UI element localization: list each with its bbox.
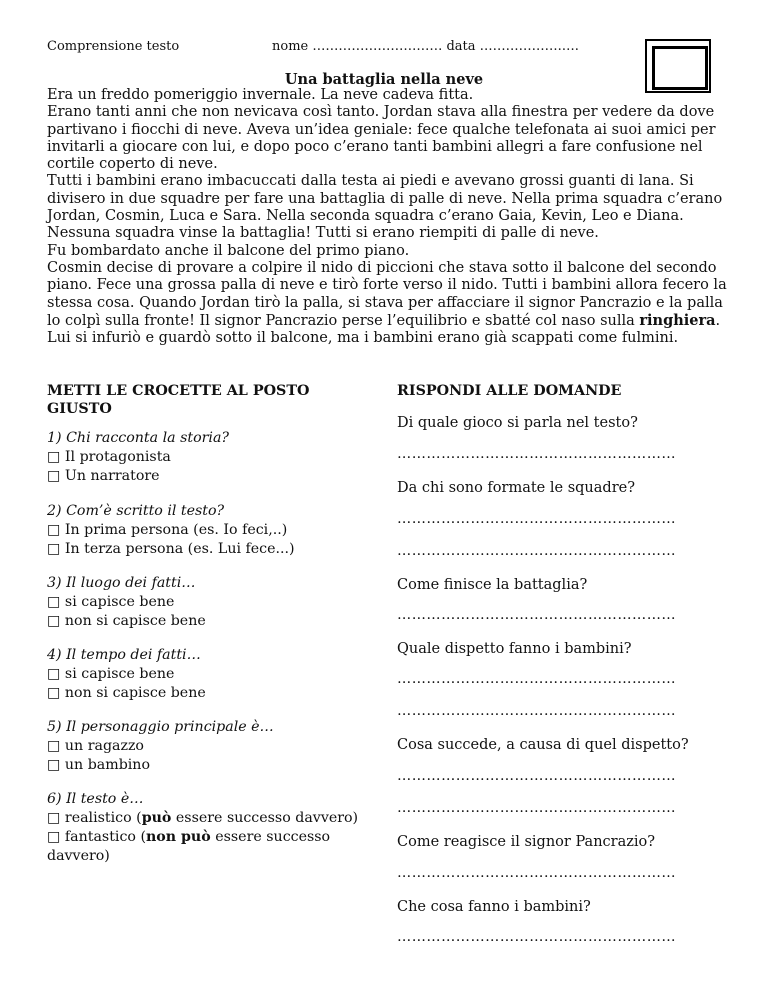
option-text: essere successo (210, 829, 331, 845)
checkbox-option[interactable] (47, 828, 377, 847)
question-text: 6) Il testo è… (47, 791, 144, 807)
question-text: Da chi sono formate le squadre? (397, 480, 635, 496)
header-name-date-fields: nome ………………………… data ……………….…. (272, 39, 579, 54)
right-heading: RISPONDI ALLE DOMANDE (397, 383, 622, 399)
question-text: Come finisce la battaglia? (397, 577, 588, 593)
story-text (47, 87, 727, 347)
answer-line[interactable]: ………………………………………………… (397, 511, 677, 527)
answer-line[interactable]: ………………………………………………… (397, 768, 677, 784)
story-text-run: Cosmin decise di provare a colpire il nido di piccioni che stava sotto il balcone del secondo piano. Fece una grossa palla di neve e tirò forte verso il nido. Tutti i bambini allora fecero la stessa cosa. Quando Jordan tirò la palla, si stava per affacciare il signor Pancrazio e la palla lo colpì sulla fronte! Il signor Pancrazio perse l’equilibrio e sbatté col naso sulla (47, 259, 727, 329)
story-paragraph: Erano tanti anni che non nevicava così tanto. Jordan stava alla finestra per vedere da dove partivano i fiocchi di neve. Aveva un’idea geniale: fece qualche telefonata ai suoi amici per invitarli a giocare con lui, e dopo poco c’erano tanti bambini allegri a fare confusione nel cortile coperto di neve. (47, 104, 716, 173)
option-text: □ fantastico ( (47, 829, 146, 845)
question-text: Come reagisce il signor Pancrazio? (397, 834, 656, 850)
story-bold-word: ringhiera (639, 311, 716, 329)
header-label: Comprensione testo (47, 39, 180, 54)
option-continuation: davvero) (47, 848, 110, 864)
answer-line[interactable]: ………………………………………………… (397, 929, 677, 945)
answer-line[interactable]: ………………………………………………… (397, 800, 677, 816)
story-paragraph: Tutti i bambini erano imbacuccati dalla testa ai piedi e avevano grossi guanti di lana. Si divisero in due squadre per fare una battaglia di palle di neve. Nella prima squadra c’erano Jordan, Cosmin, Luca e Sara. Nella seconda squadra c’erano Gaia, Kevin, Leo e Diana. Nessuna squadra vinse la battaglia! Tutti si erano riempiti di palle di neve. (47, 173, 723, 242)
checkbox-option[interactable]: □ un bambino (47, 757, 150, 773)
question-block (47, 502, 295, 559)
answer-line[interactable]: ………………………………………………… (397, 865, 677, 881)
question-text: 2) Com’è scritto il testo? (47, 503, 225, 519)
checkbox-option[interactable]: □ Un narratore (47, 468, 160, 484)
question-text: Che cosa fanno i bambini? (397, 899, 591, 915)
option-bold-text: può (141, 810, 172, 826)
checkbox-option[interactable]: □ un ragazzo (47, 738, 144, 754)
option-text: essere successo davvero) (171, 810, 359, 826)
left-heading (47, 382, 309, 418)
question-block (47, 718, 274, 775)
question-text: 5) Il personaggio principale è… (47, 719, 274, 735)
checkbox-option[interactable]: □ si capisce bene (47, 594, 175, 610)
question-text: 1) Chi racconta la storia? (47, 430, 230, 446)
answer-line[interactable]: ………………………………………………… (397, 703, 677, 719)
story-paragraph: Era un freddo pomeriggio invernale. La neve cadeva fitta. (47, 87, 474, 103)
checkbox-option[interactable] (47, 809, 377, 828)
question-block (47, 429, 229, 486)
checkbox-option[interactable]: □ non si capisce bene (47, 685, 206, 701)
left-heading-line: METTI LE CROCETTE AL POSTO (47, 383, 310, 399)
story-paragraph (47, 260, 727, 347)
answer-line[interactable]: ………………………………………………… (397, 607, 677, 623)
left-heading-line: GIUSTO (47, 401, 112, 417)
question-text: Cosa succede, a causa di quel dispetto? (397, 737, 689, 753)
answer-line[interactable]: ………………………………………………… (397, 446, 677, 462)
checkbox-option[interactable]: □ si capisce bene (47, 666, 175, 682)
question-block (47, 646, 206, 703)
option-text: □ realistico ( (47, 810, 142, 826)
story-title: Una battaglia nella neve (284, 71, 484, 88)
question-block (47, 790, 377, 866)
question-text: Quale dispetto fanno i bambini? (397, 641, 632, 657)
checkbox-option[interactable]: □ In terza persona (es. Lui fece...) (47, 541, 295, 557)
checkbox-option[interactable]: □ non si capisce bene (47, 613, 206, 629)
question-text: 4) Il tempo dei fatti… (47, 647, 201, 663)
checkbox-option[interactable]: □ Il protagonista (47, 449, 171, 465)
answer-line[interactable]: ………………………………………………… (397, 671, 677, 687)
question-block (47, 574, 206, 631)
question-text: Di quale gioco si parla nel testo? (397, 415, 638, 431)
answer-line[interactable]: ………………………………………………… (397, 543, 677, 559)
checkbox-option[interactable]: □ In prima persona (es. Io feci,..) (47, 522, 288, 538)
question-text: 3) Il luogo dei fatti… (47, 575, 196, 591)
option-bold-text: non può (145, 829, 211, 845)
story-text-run: . Lui si infuriò e guardò sotto il balcone, ma i bambini erano già scappati come fulmini. (47, 312, 721, 347)
story-paragraph: Fu bombardato anche il balcone del primo piano. (47, 242, 410, 259)
